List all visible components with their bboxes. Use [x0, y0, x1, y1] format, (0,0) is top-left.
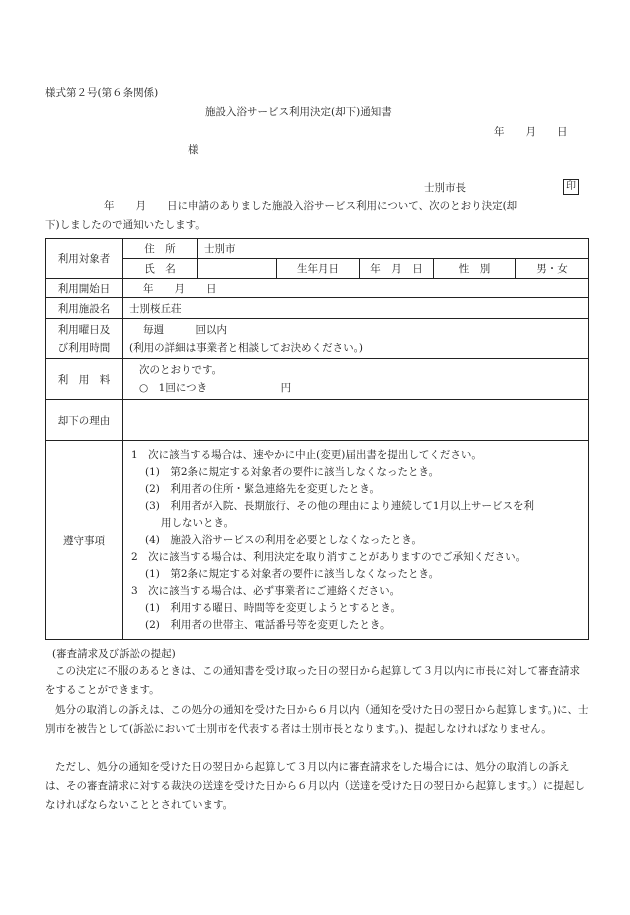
sex-label: 性 別 — [434, 259, 516, 279]
seal-stamp: 印 — [563, 179, 579, 195]
schedule-label-line-1: 利用曜日及 — [57, 323, 111, 336]
rule-line: (4) 施設入浴サービスの利用を必要としなくなったとき。 — [145, 533, 422, 546]
rule-line: (2) 利用者の世帯主、電話番号等を変更したとき。 — [145, 618, 391, 631]
schedule-value — [123, 319, 589, 359]
start-date-value: 年 月 日 — [123, 279, 589, 298]
addressee-suffix: 様 — [188, 144, 199, 156]
notes-paragraph-1: この決定に不服のあるときは、この通知書を受け取った日の翌日から起算して３月以内に市長に対して審査請求をすることができます。 — [45, 665, 580, 696]
notice-table — [45, 238, 589, 640]
start-date-label: 利用開始日 — [46, 279, 123, 298]
subject-label: 利用対象者 — [46, 239, 123, 279]
rule-line: (2) 利用者の住所・緊急連絡先を変更したとき。 — [145, 482, 380, 495]
schedule-label-line-2: び利用時間 — [57, 341, 111, 354]
sex-value: 男・女 — [516, 259, 589, 279]
fee-label: 利 用 料 — [46, 359, 123, 400]
issue-date: 年 月 日 — [494, 126, 568, 138]
fee-line-1: 次のとおりです。 — [139, 364, 223, 376]
rejection-reason-value — [123, 400, 589, 441]
intro-line-2: 下)しましたので通知いたします。 — [45, 219, 206, 231]
notes-paragraph-2: 処分の取消しの訴えは、この処分の通知を受けた日から６月以内（通知を受けた日の翌日から起算します。)に、士別市を被告として(訴訟において士別市を代表する者は士別市長となります。)、提起しなければなりません。 — [45, 704, 589, 735]
rule-line: 1 次に該当する場合は、速やかに中止(変更)届出書を提出してください。 — [131, 448, 482, 461]
fee-value — [123, 359, 589, 400]
schedule-line-2: (利用の詳細は事業者と相談してお決めください。) — [129, 341, 363, 354]
name-label: 氏 名 — [123, 259, 198, 279]
issuer-name: 士別市長 — [424, 182, 466, 194]
form-number: 様式第２号(第６条関係) — [45, 87, 159, 99]
name-value — [198, 259, 277, 279]
rule-line: 用しないとき。 — [161, 516, 235, 529]
notes-paragraph-3: ただし、処分の通知を受けた日の翌日から起算して３月以内に審査請求をした場合には、処分の取消しの訴えは、その審査請求に対する裁決の送達を受けた日から６月以内（送達を受けた日の翌日から起算します。）に提起しなければならないこととされています。 — [45, 761, 585, 811]
rules-content — [123, 441, 589, 640]
dob-value: 年 月 日 — [360, 259, 434, 279]
document-title: 施設入浴サービス利用決定(却下)通知書 — [205, 106, 392, 118]
schedule-line-1: 毎週 回以内 — [143, 323, 227, 336]
rejection-reason-label: 却下の理由 — [46, 400, 123, 441]
rule-line: 3 次に該当する場合は、必ず事業者にご連絡ください。 — [131, 584, 401, 597]
dob-label: 生年月日 — [277, 259, 360, 279]
notes-heading: (審査請求及び訴訟の提起) — [52, 648, 176, 660]
rule-line: (3) 利用者が入院、長期旅行、その他の理由により連続して1月以上サービスを利 — [145, 499, 535, 512]
fee-line-2: ○ 1回につき 円 — [139, 382, 292, 394]
rules-label: 遵守事項 — [46, 441, 123, 640]
rule-line: (1) 第2条に規定する対象者の要件に該当しなくなったとき。 — [145, 465, 440, 478]
facility-label: 利用施設名 — [46, 298, 123, 319]
rule-line: (1) 利用する曜日、時間等を変更しようとするとき。 — [145, 601, 401, 614]
rule-line: (1) 第2条に規定する対象者の要件に該当しなくなったとき。 — [145, 567, 440, 580]
schedule-label — [46, 319, 123, 359]
facility-value: 士別桜丘荘 — [123, 298, 589, 319]
intro-line-1: 年 月 日に申請のありました施設入浴サービス利用について、次のとおり決定(却 — [104, 200, 518, 212]
address-label: 住 所 — [123, 239, 198, 259]
address-value: 士別市 — [198, 239, 589, 259]
rule-line: 2 次に該当する場合は、利用決定を取り消すことがありますのでご承知ください。 — [131, 550, 527, 563]
